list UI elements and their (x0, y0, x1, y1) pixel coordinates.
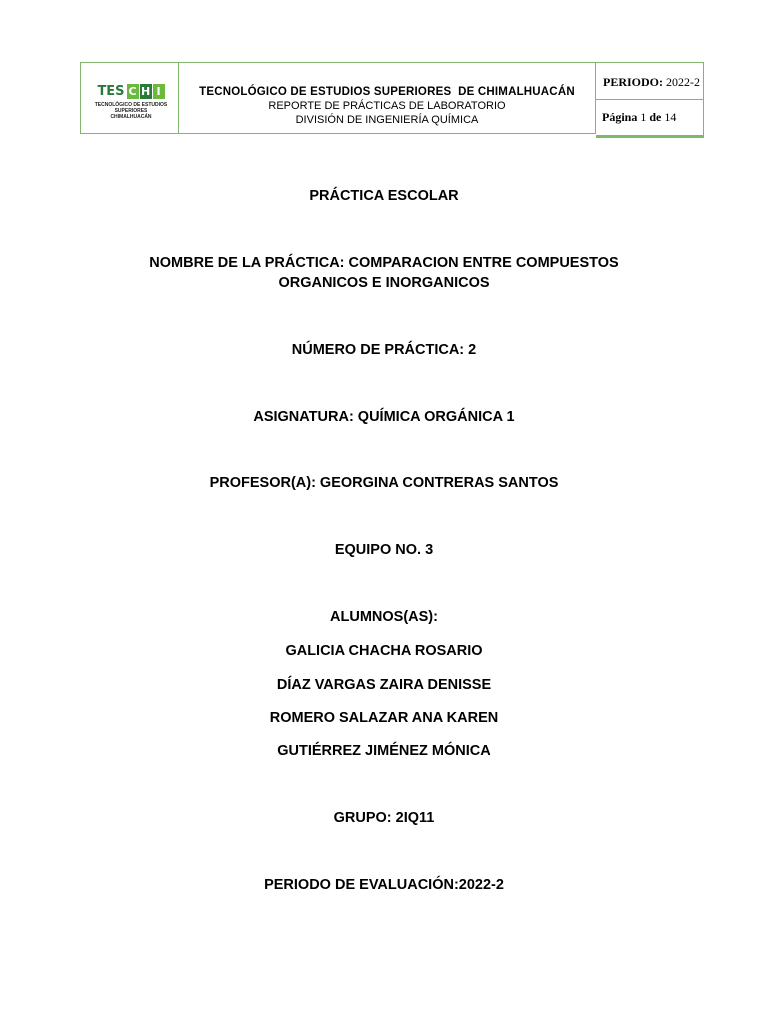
practice-name-line1: NOMBRE DE LA PRÁCTICA: COMPARACION ENTRE COMPUESTOS (149, 255, 619, 271)
students-label: ALUMNOS(AS): (330, 609, 438, 625)
logo-subtitle: TECNOLÓGICO DE ESTUDIOS SUPERIORES (94, 102, 168, 114)
group: GRUPO: 2IQ11 (333, 810, 435, 826)
evaluation-period: PERIODO DE EVALUACIÓN:2022-2 (264, 877, 504, 893)
pagina-current: 1 (640, 110, 647, 124)
student-name: GUTIÉRREZ JIMÉNEZ MÓNICA (277, 743, 491, 759)
pagina-cell (596, 100, 704, 136)
periodo-value: 2022-2 (666, 75, 700, 89)
division-name: DIVISIÓN DE INGENIERÍA QUÍMICA (295, 114, 479, 126)
logo-subtitle-city: CHIMALHUACÁN (110, 114, 152, 120)
pagina-total: 14 (664, 110, 677, 124)
student-name: GALICIA CHACHA ROSARIO (285, 643, 483, 659)
logo-tes-text: TES (97, 84, 125, 99)
teschi-logo (87, 83, 175, 123)
title-cell (178, 62, 596, 134)
professor: PROFESOR(A): GEORGINA CONTRERAS SANTOS (209, 475, 559, 491)
meta-cells (596, 62, 704, 136)
logo-c-box: C (128, 85, 137, 98)
practice-number: NÚMERO DE PRÁCTICA: 2 (291, 342, 477, 358)
practice-type: PRÁCTICA ESCOLAR (309, 188, 459, 204)
student-name: DÍAZ VARGAS ZAIRA DENISSE (276, 677, 492, 693)
logo-i-box: I (153, 84, 165, 99)
periodo-label: PERIODO: (603, 75, 663, 89)
subject: ASIGNATURA: QUÍMICA ORGÁNICA 1 (253, 409, 515, 425)
institution-name: TECNOLÓGICO DE ESTUDIOS SUPERIORES DE CHIMALHUACÁN (199, 86, 575, 98)
student-name: ROMERO SALAZAR ANA KAREN (269, 710, 499, 726)
pagina-label: Página (602, 110, 638, 124)
team-number: EQUIPO NO. 3 (334, 542, 434, 558)
practice-name-line2: ORGANICOS E INORGANICOS (278, 275, 490, 291)
report-title: REPORTE DE PRÁCTICAS DE LABORATORIO (268, 100, 506, 112)
document-header (80, 62, 704, 136)
logo-wordmark (87, 83, 175, 100)
logo-h-box: H (140, 85, 151, 98)
logo-cell (80, 62, 178, 134)
periodo-cell (596, 62, 704, 100)
pagina-of: de (649, 110, 662, 124)
